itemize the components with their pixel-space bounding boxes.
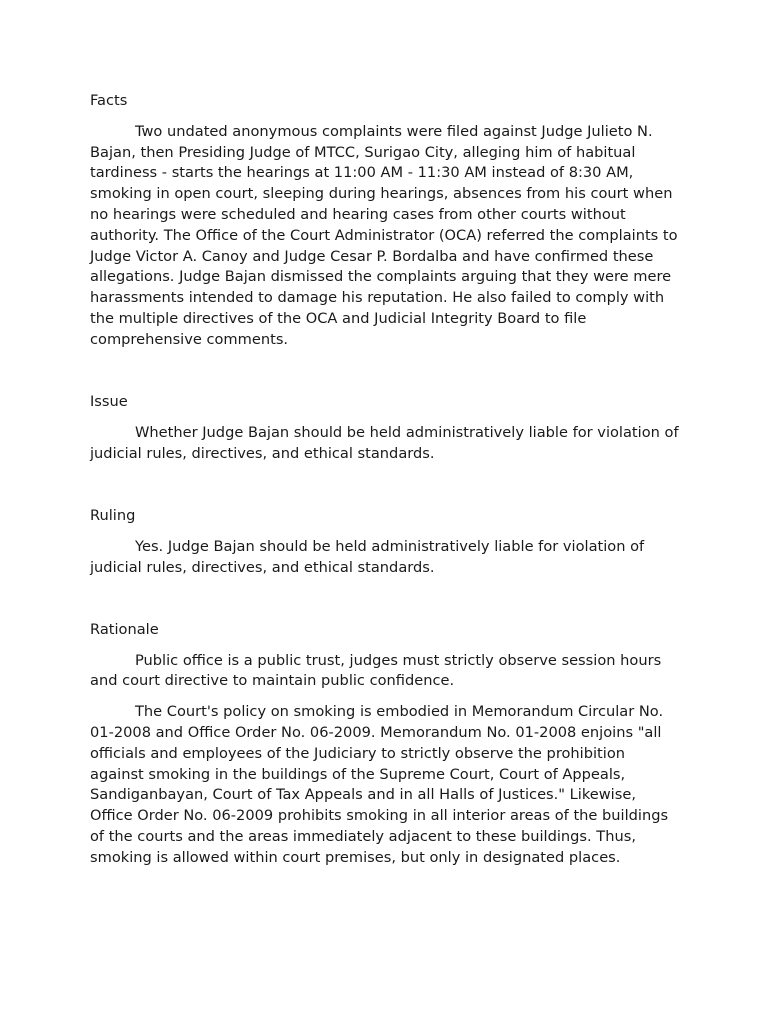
issue-paragraph: Whether Judge Bajan should be held administratively liable for violation of judicial rules, directives, and ethical standards. [90,423,679,462]
section-heading-issue: Issue [90,393,128,411]
section-rationale [90,620,680,869]
section-facts [90,91,680,351]
section-ruling [90,506,680,578]
section-heading-rationale: Rationale [90,620,159,638]
section-heading-facts: Facts [90,92,128,109]
ruling-paragraph: Yes. Judge Bajan should be held administratively liable for violation of judicial rules, directives, and ethical standards. [90,537,645,576]
rationale-paragraph-2: The Court's policy on smoking is embodied in Memorandum Circular No. 01-2008 and Office Order No. 06-2009. Memorandum No. 01-2008 enjoins "all officials and employees of the Judiciary to strictly observe the prohibition against smoking in the buildings of the Supreme Court, Court of Appeals, Sandiganbayan, Court of Tax Appeals and in all Halls of Justices." Likewise, Office Order No. 06-2009 prohibits smoking in all interior areas of the buildings of the courts and the areas immediately adjacent to these buildings. Thus, smoking is allowed within court premises, but only in designated places. [90,703,669,866]
document-page [90,91,680,879]
section-issue [90,392,680,464]
section-spacer [90,474,680,506]
facts-paragraph: Two undated anonymous complaints were filed against Judge Julieto N. Bajan, then Presiding Judge of MTCC, Surigao City, alleging him of habitual tardiness - starts the hearings at 11:00 AM - 11:30 AM instead of 8:30 AM, smoking in open court, sleeping during hearings, absences from his court when no hearings were scheduled and hearing cases from other courts without authority. The Office of the Court Administrator (OCA) referred the complaints to Judge Victor A. Canoy and Judge Cesar P. Bordalba and have confirmed these allegations. Judge Bajan dismissed the complaints arguing that they were mere harassments intended to damage his reputation. He also failed to comply with the multiple directives of the OCA and Judicial Integrity Board to file comprehensive comments. [90,122,678,348]
section-heading-ruling: Ruling [90,506,136,524]
section-spacer [90,588,680,620]
rationale-paragraph-1: Public office is a public trust, judges must strictly observe session hours and court directive to maintain public confidence. [90,651,662,690]
section-spacer [90,361,680,393]
